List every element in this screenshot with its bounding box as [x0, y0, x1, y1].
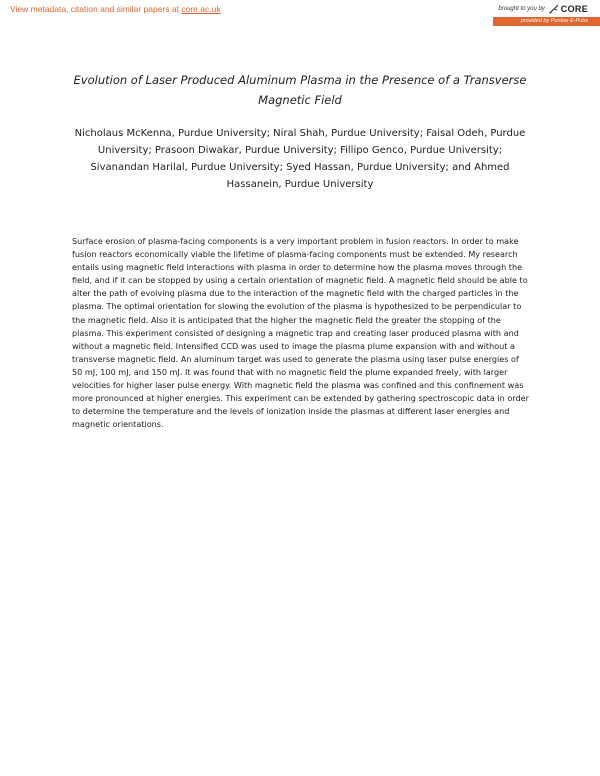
core-link-domain[interactable]: core.ac.uk	[181, 4, 221, 14]
core-banner	[0, 0, 600, 26]
paper-abstract: Surface erosion of plasma-facing components is a very important problem in fusion reactors. In order to make fusion reactors economically viable the lifetime of plasma-facing components must be extended. My research entails using magnetic field interactions with plasma in order to determine how the plasma moves through the field, and if it can be stopped by using a certain orientation of magnetic field. A magnetic field should be able to alter the path of evolving plasma due to the interaction of the magnetic field with the charged particles in the plasma. The optimal orientation for slowing the evolution of the plasma is hypothesized to be perpendicular to the magnetic field. Also it is anticipated that the higher the magnetic field the greater the stopping of the plasma. This experiment consisted of designing a magnetic trap and creating laser produced plasma with and without a magnetic field. Intensified CCD was used to image the plasma plume expansion with and without a transverse magnetic field. An aluminum target was used to generate the plasma using laser pulse energies of 50 mJ, 100 mJ, and 150 mJ. It was found that with no magnetic field the plume expanded freely, with larger velocities for higher laser pulse energy. With magnetic field the plasma was confined and this confinement was more pronounced at higher energies. This experiment can be extended by gathering spectroscopic data in order to determine the temperature and the levels of ionization inside the plasmas at different laser energies and magnetic orientations.	[72, 236, 529, 430]
paper-title: Evolution of Laser Produced Aluminum Plasma in the Presence of a Transverse Magnetic Field	[73, 73, 527, 107]
core-logo[interactable]	[549, 4, 588, 14]
core-link-prefix: View metadata, citation and similar papers at	[10, 4, 182, 14]
core-branding	[498, 4, 588, 14]
brought-to-you-text: brought to you by	[498, 6, 545, 12]
core-metadata-link[interactable]	[10, 4, 221, 14]
core-logo-icon	[549, 4, 559, 14]
core-logo-text: CORE	[560, 4, 588, 14]
paper-authors: Nicholaus McKenna, Purdue University; Niral Shah, Purdue University; Faisal Odeh, Purdue University; Prasoon Diwakar, Purdue University; Fillipo Genco, Purdue University; Sivanandan Harilal, Purdue University; Syed Hassan, Purdue University; and Ahmed Hassanein, Purdue University	[74, 128, 526, 190]
provided-by-bar[interactable]: provided by Purdue E-Pubs	[493, 17, 600, 26]
